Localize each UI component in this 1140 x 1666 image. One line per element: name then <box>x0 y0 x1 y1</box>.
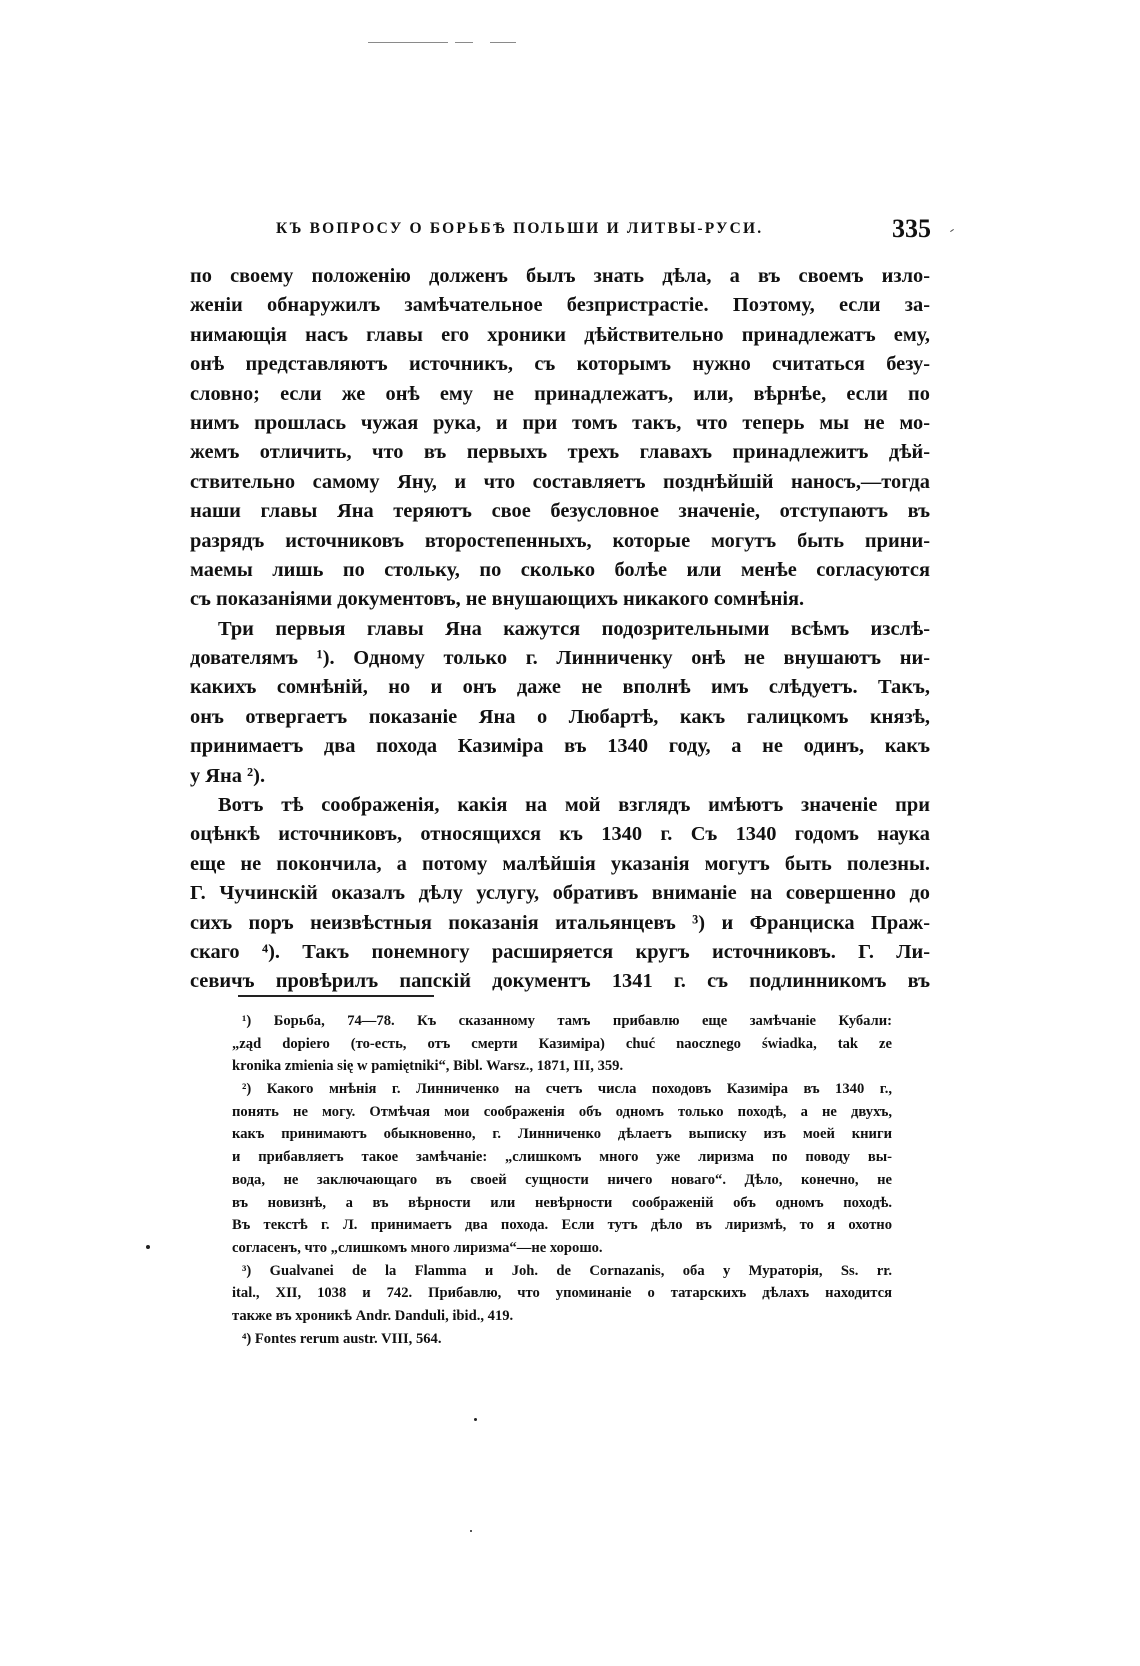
text-line: принимаетъ два похода Казиміра въ 1340 году, а не одинъ, какъ <box>190 735 930 758</box>
footnote-line: понять не могу. Отмѣчая мои соображенія объ одномъ только походѣ, а не двухъ, <box>232 1103 892 1120</box>
footnote-line: ²) Какого мнѣнія г. Линниченко на счетъ числа походовъ Казиміра въ 1340 г., <box>242 1081 892 1098</box>
text-line: нимъ прошлась чужая рука, и при томъ такъ, что теперь мы не мо- <box>190 411 930 434</box>
footnote-line: ¹) Борьба, 74—78. Къ сказанному тамъ прибавлю еще замѣчаніе Кубали: <box>242 1013 892 1029</box>
text-line: Три первыя главы Яна кажутся подозрительными всѣмъ изслѣ- <box>218 617 930 640</box>
text-line: словно; если же онѣ ему не принадлежатъ, или, вѣрнѣе, если по <box>190 382 930 405</box>
body-text <box>190 262 930 997</box>
footnote-line: ⁴) Fontes rerum austr. VIII, 564. <box>242 1330 442 1347</box>
text-line: скаго ⁴). Такъ понемногу расширяется кругъ источниковъ. Г. Ли- <box>190 940 930 963</box>
text-line: нимающія насъ главы его хроники дѣйствительно принадлежатъ ему, <box>190 323 930 346</box>
text-line: дователямъ ¹). Одному только г. Линниченку онѣ не внушаютъ ни- <box>190 647 930 670</box>
footnote-line: ital., XII, 1038 и 742. Прибавлю, что упоминаніе о татарскихъ дѣлахъ находится <box>232 1285 892 1302</box>
scan-artifact <box>470 1530 472 1532</box>
footnote-line: также въ хроникѣ Andr. Danduli, ibid., 419. <box>232 1307 514 1324</box>
text-line: жемъ отличить, что въ первыхъ трехъ главахъ принадлежитъ дѣй- <box>190 441 930 464</box>
scan-artifact <box>474 1418 477 1421</box>
scan-artifact <box>950 229 954 232</box>
text-line: наши главы Яна теряютъ свое безусловное значеніе, отступаютъ въ <box>190 500 930 523</box>
text-line: ствительно самому Яну, и что составляетъ позднѣйшій наносъ,—тогда <box>190 470 930 493</box>
scan-artifact <box>490 42 516 43</box>
footnote-line: „ząd dopiero (то-есть, отъ смерти Казиміра) chuć naocznego świadka, tak ze <box>232 1035 892 1052</box>
text-line: еще не покончила, а потому малѣйшія указанія могутъ быть полезны. <box>190 852 930 875</box>
footnote-line: и прибавляетъ такое замѣчаніе: „слишкомъ много уже лиризма по поводу вы- <box>232 1149 892 1166</box>
footnote-line: какъ принимаютъ обыкновенно, г. Линниченко дѣлаетъ выписку изъ моей книги <box>232 1126 892 1143</box>
text-line: у Яна ²). <box>190 764 266 787</box>
text-line: разрядъ источниковъ второстепенныхъ, которые могутъ быть прини- <box>190 529 930 552</box>
text-line: съ показаніями документовъ, не внушающихъ никакого сомнѣнія. <box>190 588 805 611</box>
scan-artifact <box>146 1245 150 1249</box>
text-line: какихъ сомнѣній, но и онъ даже не вполнѣ имъ слѣдуетъ. Такъ, <box>190 676 930 699</box>
footnote-rule <box>238 995 434 997</box>
footnote-line: ³) Gualvanei de la Flamma и Joh. de Cornazanis, оба у Мураторія, Ss. rr. <box>242 1262 892 1279</box>
text-line: севичъ провѣрилъ папскій документъ 1341 г. съ подлинникомъ въ <box>190 970 930 993</box>
footnote-line: kronika zmienia się w pamiętniki“, Bibl. Warsz., 1871, III, 359. <box>232 1058 624 1075</box>
header-title: КЪ ВОПРОСУ О БОРЬБѢ ПОЛЬШИ И ЛИТВЫ-РУСИ. <box>276 220 764 237</box>
running-header <box>276 214 931 244</box>
scan-artifact <box>455 42 473 43</box>
footnote-line: Въ текстѣ г. Л. принимаетъ два похода. Если тутъ дѣло въ лиризмѣ, то я охотно <box>232 1217 892 1234</box>
footnote-line: вода, не заключающаго въ своей сущности ничего новаго“. Дѣло, конечно, не <box>232 1171 892 1188</box>
text-line: Вотъ тѣ соображенія, какія на мой взглядъ имѣютъ значеніе при <box>218 794 930 817</box>
page-number: 335 <box>892 214 931 243</box>
text-line: по своему положенію долженъ былъ знать дѣла, а въ своемъ изло- <box>190 265 930 287</box>
text-line: оцѣнкѣ источниковъ, относящихся къ 1340 г. Съ 1340 годомъ наука <box>190 823 930 846</box>
text-line: Г. Чучинскій оказалъ дѣлу услугу, обративъ вниманіе на совершенно до <box>190 882 930 905</box>
footnote-line: согласенъ, что „слишкомъ много лиризма“—не хорошо. <box>232 1239 603 1256</box>
text-line: онѣ представляютъ источникъ, съ которымъ нужно считаться безу- <box>190 353 930 376</box>
text-line: женіи обнаружилъ замѣчательное безпристрастіе. Поэтому, если за- <box>190 294 930 317</box>
text-line: маемы лишь по стольку, по сколько болѣе или менѣе согласуются <box>190 558 930 581</box>
text-line: онъ отвергаетъ показаніе Яна о Любартѣ, какъ галицкомъ князѣ, <box>190 705 930 728</box>
text-line: сихъ поръ неизвѣстныя показанія итальянцевъ ³) и Франциска Праж- <box>190 911 930 934</box>
scan-artifact <box>368 42 448 43</box>
footnotes <box>232 1010 892 1350</box>
footnote-line: въ новизнѣ, а въ вѣрности или невѣрности соображеній объ одномъ походѣ. <box>232 1194 892 1211</box>
